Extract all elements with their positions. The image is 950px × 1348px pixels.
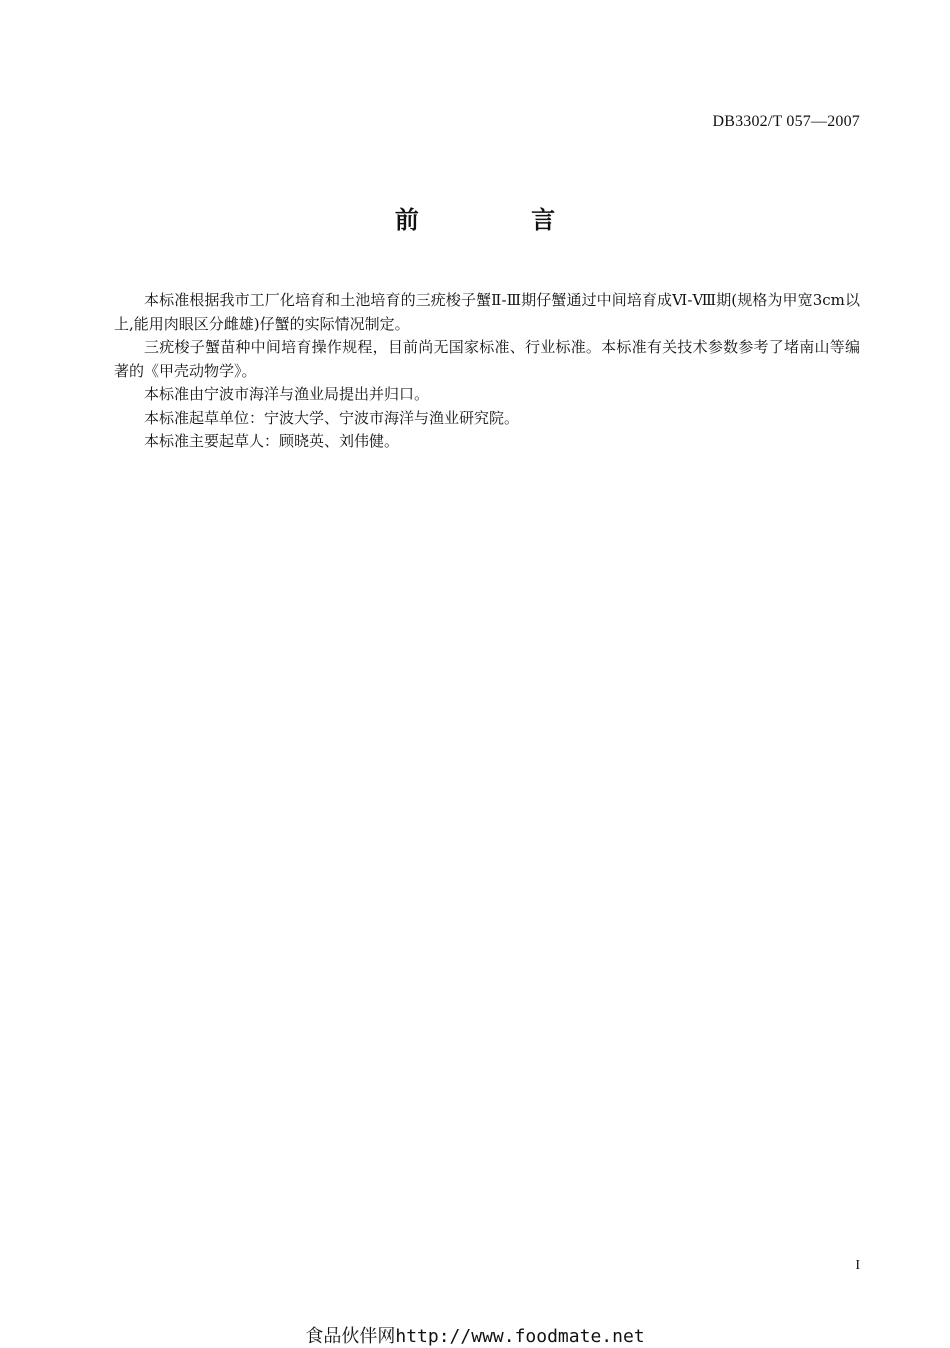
foreword-body xyxy=(114,289,860,454)
paragraph-drafting-units: 本标准起草单位：宁波大学、宁波市海洋与渔业研究院。 xyxy=(144,408,520,427)
paragraph-basis: 本标准根据我市工厂化培育和土池培育的三疣梭子蟹Ⅱ-Ⅲ期仔蟹通过中间培育成Ⅵ-Ⅷ期(规格为甲宽3cm以上,能用肉眼区分雌雄)仔蟹的实际情况制定。 xyxy=(114,291,860,333)
page-number: I xyxy=(855,1258,860,1273)
footer-watermark xyxy=(0,1322,950,1348)
paragraph-proposer: 本标准由宁波市海洋与渔业局提出并归口。 xyxy=(144,385,430,403)
paragraph-drafters: 本标准主要起草人：顾晓英、刘伟健。 xyxy=(144,432,400,450)
footer-site-url[interactable]: http://www.foodmate.net xyxy=(395,1326,645,1347)
document-code: DB3302/T 057—2007 xyxy=(712,113,860,130)
footer-site-name: 食品伙伴网 xyxy=(305,1326,396,1347)
paragraph-references: 三疣梭子蟹苗种中间培育操作规程，目前尚无国家标准、行业标准。本标准有关技术参数参考了堵南山等编著的《甲壳动物学》。 xyxy=(114,338,860,380)
page-title: 前 言 xyxy=(394,206,608,234)
